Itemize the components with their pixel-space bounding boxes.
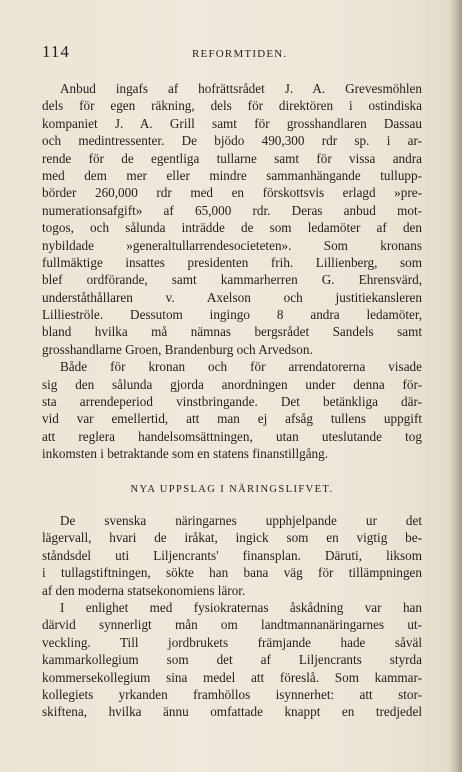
text-line: att reglera handelsomsättningen, utan uteslutande tog	[42, 428, 422, 444]
text-line: kommersekollegium sina medel att föreslå. Som kammar-	[42, 669, 422, 685]
text-line: rende för de egentliga tullarne samt för vissa andra	[42, 150, 422, 166]
text-line: med dem mer eller mindre sammanhängande tullupp-	[42, 167, 422, 183]
text-line: blef ordförande, samt kammarherren G. Ehrensvärd,	[42, 272, 422, 288]
text-line: kammarkollegium som det af Liljencrants styrda	[42, 652, 422, 668]
text-line: dels för egen räkning, dels för direktören i ostindiska	[42, 98, 422, 114]
text-line: I enlighet med fysiokraternas åskådning var han	[60, 599, 422, 615]
text-line: skiftena, hvilka ännu omfattade knappt en tredjedel	[42, 704, 422, 720]
text-line: underståthållaren v. Axelson och justitiekansleren	[42, 289, 422, 305]
text-line: och medintressenter. De bjödo 490,300 rdr sp. i ar-	[42, 133, 422, 149]
text-line: af den moderna statsekonomiens läror.	[42, 582, 246, 598]
text-line: bland hvilka må nämnas bergsrådet Sandels samt	[42, 324, 422, 340]
text-line: vid var emellertid, att man ej afsåg tullens uppgift	[42, 411, 422, 427]
section-text	[42, 512, 422, 721]
text-line: fullmäktige insattes presidenten frih. Lillienberg, som	[42, 254, 422, 270]
page-edge-shadow	[448, 0, 462, 772]
text-line: kompaniet J. A. Grill samt för grosshandlaren Dassau	[42, 115, 422, 131]
text-line: Lillieströle. Dessutom ingingo 8 andra ledamöter,	[42, 307, 422, 323]
text-line: ståndsdel uti Liljencrants' finansplan. Däruti, liksom	[42, 547, 422, 563]
text-line: Anbud ingafs af hofrättsrådet J. A. Grevesmöhlen	[60, 81, 422, 96]
paragraph-1	[42, 80, 422, 358]
paragraph-2	[42, 358, 422, 462]
text-line: börder 260,000 rdr med en förskottsvis erlagd »pre-	[42, 185, 422, 201]
text-line: lägervall, hvari de iråkat, ingick som en vigtig be-	[42, 530, 422, 546]
text-line: grosshandlarne Groen, Brandenburg och Arvedson.	[42, 341, 313, 357]
text-line: veckling. Till jordbrukets främjande hade såväl	[42, 634, 422, 650]
paragraph-4	[42, 599, 422, 721]
text-line: numerationsafgift» af 65,000 rdr. Deras anbud mot-	[42, 202, 422, 218]
text-line: därvid synnerligt mån om landtmannanäringarnes ut-	[42, 617, 422, 633]
text-line: sig den sålunda gjorda anordningen under denna för-	[42, 376, 422, 392]
text-line: togos, och sålunda inträdde de som ledamöter af den	[42, 220, 422, 236]
page-number: 114	[42, 42, 70, 61]
text-line: kollegiets yrkanden framhöllos isynnerhet: att stor-	[42, 686, 422, 702]
section-heading: NYA UPPSLAG I NÄRINGSLIFVET.	[130, 484, 334, 495]
paragraph-3	[42, 512, 422, 599]
text-line: inkomsten i betraktande som en statens finanstillgång.	[42, 446, 329, 462]
text-line: Både för kronan och för arrendatorerna visade	[60, 359, 422, 375]
page-header	[42, 40, 422, 66]
text-line: sta arrendeperiod vinstbringande. Det betänkliga där-	[42, 394, 422, 410]
text-line: nybildade »generaltullarrendesocieteten». Som kronans	[42, 237, 422, 253]
main-text	[42, 80, 422, 463]
running-head: REFORMTIDEN.	[192, 48, 288, 60]
text-line: i tullagstiftningen, sökte han bana väg för tillämpningen	[42, 565, 422, 581]
text-line: De svenska näringarnes upphjelpande ur det	[60, 513, 422, 528]
